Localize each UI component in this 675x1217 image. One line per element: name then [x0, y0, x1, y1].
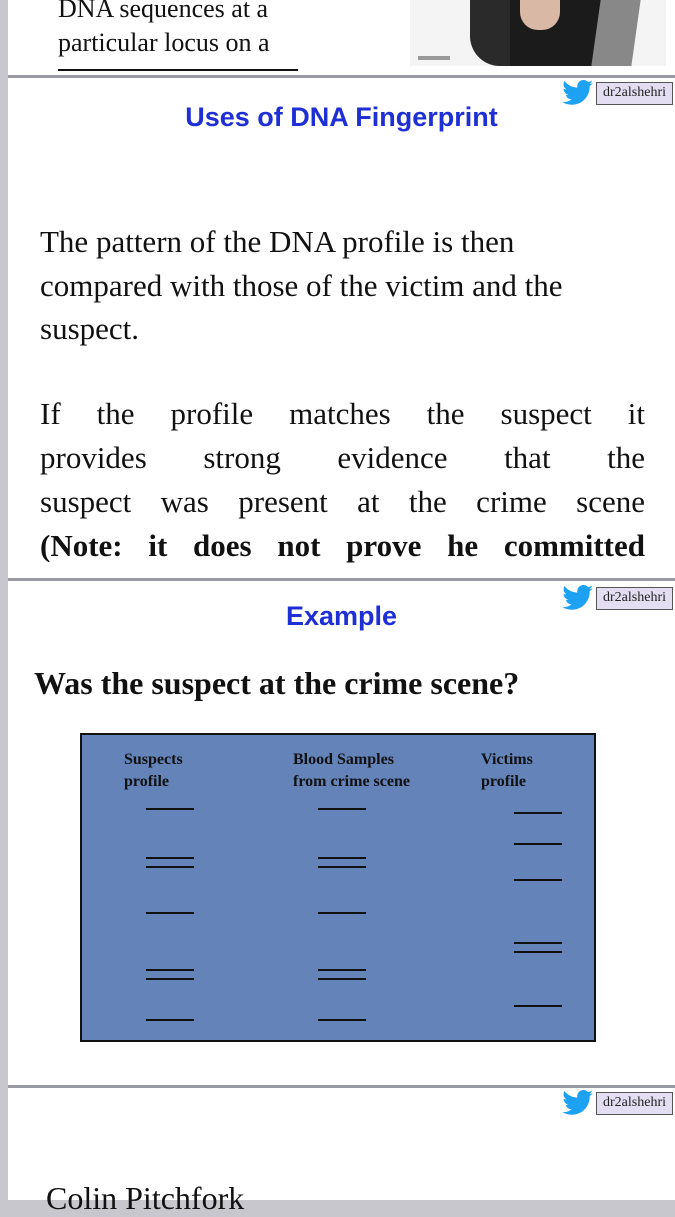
- paragraph-2-note: (Note: it does not prove he committed: [40, 528, 645, 563]
- victim-band: [514, 942, 562, 944]
- paragraph-2-line-2: provides strong evidence that the: [40, 440, 645, 475]
- suspect-band: [146, 1019, 194, 1021]
- victim-band: [514, 951, 562, 953]
- blood-band: [318, 866, 366, 868]
- paragraph-2-line-3: suspect was present at the crime scene: [40, 484, 645, 519]
- question-heading: Was the suspect at the crime scene?: [34, 665, 520, 701]
- slide-title: Example: [285, 601, 398, 631]
- victim-band: [514, 1005, 562, 1007]
- photo-credit: [418, 56, 450, 60]
- victim-band: [514, 879, 562, 881]
- victim-band: [514, 812, 562, 814]
- blood-band: [318, 857, 366, 859]
- blood-band: [318, 978, 366, 980]
- twitter-bird-icon: [562, 1090, 594, 1116]
- col-label-victim: Victims profile: [481, 751, 533, 790]
- suspect-band: [146, 978, 194, 980]
- intro-line-2: particular locus on a: [58, 28, 270, 57]
- dna-gel-figure: [80, 733, 596, 1042]
- slide-title: Uses of DNA Fingerprint: [185, 102, 498, 132]
- intro-line-1: DNA sequences at a: [58, 0, 269, 23]
- victim-band: [514, 843, 562, 845]
- suspect-band: [146, 866, 194, 868]
- paragraph-1: The pattern of the DNA profile is then compared with those of the victim and the suspect.: [40, 224, 563, 346]
- suspect-band: [146, 912, 194, 914]
- author-handle: dr2alshehri: [596, 1092, 673, 1115]
- col-label-suspect: Suspects profile: [124, 751, 183, 790]
- suspect-band: [146, 857, 194, 859]
- slide-next: [8, 1088, 675, 1216]
- dna-photo: [410, 0, 666, 66]
- suspect-band: [146, 808, 194, 810]
- blood-band: [318, 808, 366, 810]
- slide-example: [8, 581, 675, 1085]
- suspect-band: [146, 969, 194, 971]
- col-label-blood: Blood Samples from crime scene: [293, 751, 410, 790]
- slide-intro: [8, 0, 675, 75]
- blood-band: [318, 969, 366, 971]
- blood-band: [318, 1019, 366, 1021]
- author-handle: dr2alshehri: [596, 587, 673, 610]
- blood-band: [318, 912, 366, 914]
- author-badge: [562, 1090, 673, 1116]
- photo-figure: [470, 0, 620, 66]
- slide-uses: [8, 78, 675, 578]
- paragraph-2-line-1: If the profile matches the suspect it: [40, 396, 645, 431]
- author-handle: dr2alshehri: [596, 82, 673, 105]
- cut-off-text: Colin Pitchfork: [46, 1180, 245, 1216]
